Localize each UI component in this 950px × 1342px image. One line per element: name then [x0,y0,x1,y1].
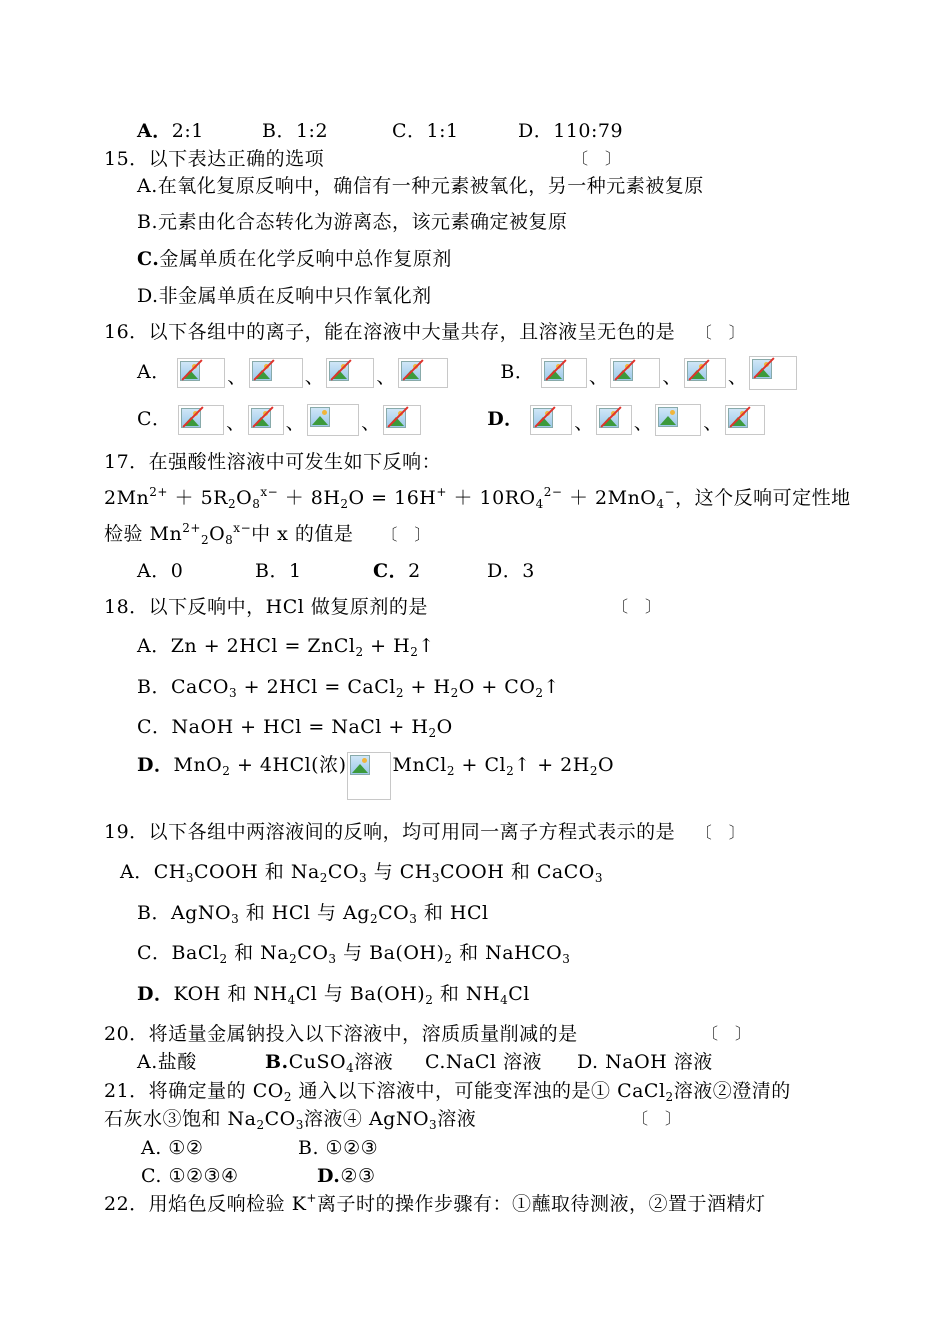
answer-paren: 〔 〕 [632,1109,682,1128]
q18-option-d: D．MnO$_2$ + 4HCl(浓) MnCl$_2$ + $Cl_2↑ + 2H_2O$ [137,752,897,802]
ion-image-placeholder [655,404,701,436]
ion-image-placeholder [307,404,359,436]
ion-image-placeholder [541,358,587,388]
ion-image-placeholder [610,358,660,388]
q22-stem: 22．用焰色反响检验 K+离子时的操作步骤有：①蘸取待测液，②置于酒精灯 [104,1191,766,1215]
answer-paren: 〔 〕 [695,323,746,342]
q21-stem-line1: 21．将确定量的 $CO_2$ 通入以下溶液中，可能变浑浊的是① CaCl$_2$溶液②澄清的 [104,1080,791,1104]
q20-stem: 20．将适量金属钠投入以下溶液中，溶质质量削减的是 〔 〕 [104,1023,752,1045]
answer-paren: 〔 〕 [612,597,662,616]
q19-option-c: C．BaCl$_2$ 和 $Na_2CO_3$ 与 $Ba(OH)_2$ 和 NaHCO$_3$ [137,942,571,966]
q19-option-b: B．AgNO$_3$ 和 HCl 与 $Ag_2CO_3$ 和 HCl [137,902,489,926]
ion-image-placeholder [383,405,421,435]
q19-option-a: A．$CH_3COOH$ 和 $Na_2CO_3$ 与 $CH_3COOH$ 和 CaCO$_3$ [120,861,603,885]
answer-paren: 〔 〕 [695,823,746,842]
q18-stem: 18．以下反响中，HCl 做复原剂的是 〔 〕 [104,596,662,618]
q17-options: A．0 B．1 C．2 D．3 [137,560,535,582]
answer-paren: 〔 〕 [702,1024,752,1043]
ion-image-placeholder [326,358,374,388]
q18-option-a: A．Zn + 2HCl = ZnCl$_2$ + $H_2↑$ [137,635,435,659]
ion-image-placeholder [725,405,765,435]
q19-option-d: D．KOH 和 $NH_4Cl$ 与 $Ba(OH)_2$ 和 $NH_4Cl$ [137,983,530,1007]
q15-stem: 15．以下表达正确的选项 〔 〕 [104,148,622,170]
ion-image-placeholder [177,358,225,388]
q16-stem: 16．以下各组中的离子，能在溶液中大量共存，且溶液呈无色的是 〔 〕 [104,321,746,343]
q16-row-cd: C． 、 、 、 D． 、 、 、 [137,404,897,436]
ion-image-placeholder [749,356,797,390]
q14-options: A．2:1 B．1:2 C．1:1 D．110:79 [137,120,624,142]
q17-equation: $2Mn^{2+} + 5R_2O_8^{x-} + 8H_2O = 16H^+ + 10RO_4^{2-} + 2MnO_4^-$，这个反响可定性地 [104,485,851,511]
ion-image-placeholder [248,405,284,435]
q21-options-ab: A. ①② B. ①②③ [141,1137,379,1159]
ion-image-placeholder [249,358,303,388]
q21-options-cd: C. ①②③④ D.②③ [141,1165,376,1187]
q20-options: A.盐酸 B.CuSO$_4$溶液 C.NaCl 溶液 D. NaOH 溶液 [137,1051,713,1075]
q21-stem-line2: 石灰水③饱和 $Na_2CO_3$溶液④ AgNO$_3$溶液 〔 〕 [104,1108,682,1132]
q15-option-d: D.非金属单质在反响中只作氧化剂 [137,285,432,307]
q15-option-b: B.元素由化合态转化为游离态，该元素确定被复原 [137,211,568,233]
ion-image-placeholder [684,358,726,388]
reaction-arrow-image-placeholder [347,752,391,800]
answer-paren: 〔 〕 [572,149,622,168]
q15-option-a: A.在氧化复原反响中，确信有一种元素被氧化，另一种元素被复原 [137,175,704,197]
q17-stem: 17．在强酸性溶液中可发生如下反响： [104,451,442,473]
answer-paren: 〔 〕 [381,525,431,544]
ion-image-placeholder [530,405,572,435]
q15-option-c: C.金属单质在化学反响中总作复原剂 [137,248,452,270]
q18-option-b: B．CaCO$_3$ + 2HCl = CaCl$_2$ + $H_2O$ + $CO_2↑$ [137,676,560,700]
ion-image-placeholder [596,405,632,435]
q16-row-ab: A． 、 、 、 B． 、 、 、 [137,356,897,388]
ion-image-placeholder [178,405,224,435]
ion-image-placeholder [398,358,448,388]
q19-stem: 19．以下各组中两溶液间的反响，均可用同一离子方程式表示的是 〔 〕 [104,821,746,843]
q18-option-c: C．NaOH + HCl = NaCl + $H_2O$ [137,716,453,740]
q17-line3: 检验 $Mn^{2+}_2O_8^{x-}$中 x 的值是 〔 〕 [104,521,431,547]
